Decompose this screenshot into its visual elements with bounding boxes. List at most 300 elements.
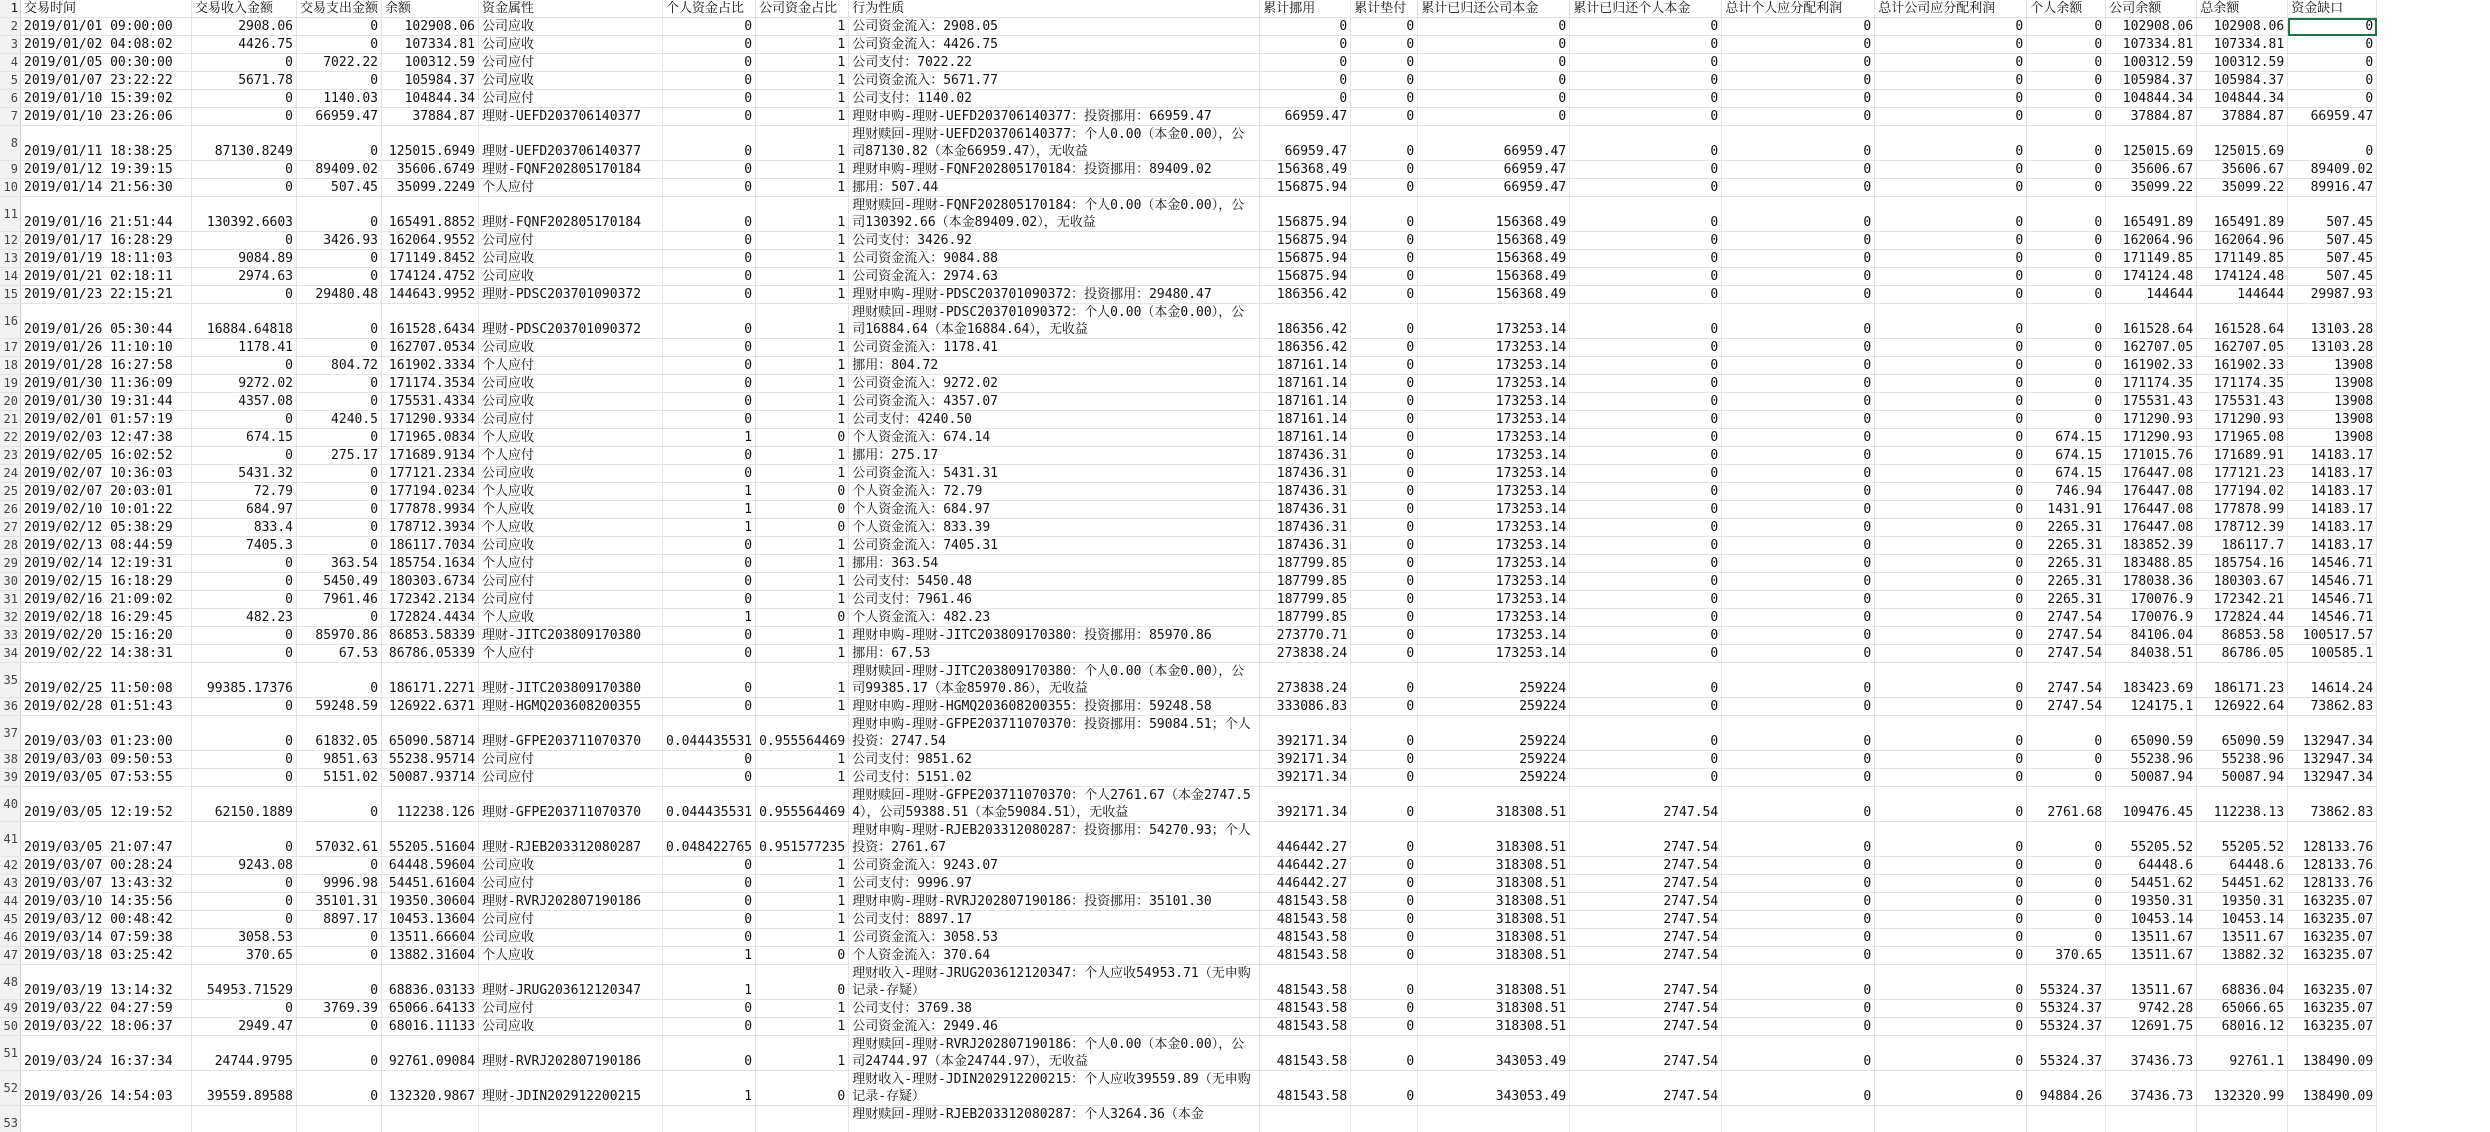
cell-cumulative-misappropriation[interactable]: 187799.85	[1260, 591, 1351, 609]
cell-returned-personal-principal[interactable]: 2747.54	[1570, 1000, 1722, 1018]
cell-returned-personal-principal[interactable]: 0	[1570, 108, 1722, 126]
cell-time[interactable]: 2019/01/14 21:56:30	[21, 179, 192, 197]
cell-cumulative-misappropriation[interactable]: 481543.58	[1260, 929, 1351, 947]
cell-cumulative-advance[interactable]: 0	[1351, 90, 1418, 108]
cell-personal-balance[interactable]: 674.15	[2027, 447, 2106, 465]
cell-behavior[interactable]: 公司资金流入：2974.63	[849, 268, 1260, 286]
cell-expense[interactable]: 0	[297, 483, 382, 501]
cell-personal-profit[interactable]: 0	[1722, 465, 1875, 483]
cell-total-balance[interactable]: 112238.13	[2197, 787, 2288, 822]
cell-balance[interactable]: 171689.9134	[382, 447, 479, 465]
column-header[interactable]: 交易时间	[21, 0, 192, 18]
cell-personal-profit[interactable]: 0	[1722, 645, 1875, 663]
cell-company-ratio[interactable]: 1	[756, 447, 849, 465]
cell-cumulative-misappropriation[interactable]: 187436.31	[1260, 465, 1351, 483]
cell-cumulative-advance[interactable]: 0	[1351, 197, 1418, 232]
cell-attribute[interactable]: 公司应付	[479, 751, 663, 769]
cell-expense[interactable]: 0	[297, 197, 382, 232]
cell-behavior[interactable]: 个人资金流入：370.64	[849, 947, 1260, 965]
cell-returned-personal-principal[interactable]: 0	[1570, 250, 1722, 268]
cell-cumulative-misappropriation[interactable]: 66959.47	[1260, 126, 1351, 161]
column-header[interactable]: 资金属性	[479, 0, 663, 18]
cell-expense[interactable]: 275.17	[297, 447, 382, 465]
cell-total-balance[interactable]: 162707.05	[2197, 339, 2288, 357]
cell-cumulative-misappropriation[interactable]: 481543.58	[1260, 1018, 1351, 1036]
cell-returned-personal-principal[interactable]: 2747.54	[1570, 947, 1722, 965]
cell-company-ratio[interactable]: 1	[756, 1018, 849, 1036]
cell-returned-personal-principal[interactable]: 0	[1570, 483, 1722, 501]
cell-personal-profit[interactable]: 0	[1722, 108, 1875, 126]
cell-fund-gap[interactable]: 138490.09	[2288, 1036, 2377, 1071]
cell-income[interactable]: 87130.8249	[192, 126, 297, 161]
cell-company-profit[interactable]: 0	[1875, 161, 2027, 179]
cell-total-balance[interactable]: 171689.91	[2197, 447, 2288, 465]
cell-behavior[interactable]: 公司资金流入：5671.77	[849, 72, 1260, 90]
cell-attribute[interactable]: 理财-UEFD203706140377	[479, 126, 663, 161]
cell-expense[interactable]: 0	[297, 429, 382, 447]
cell-income[interactable]	[192, 1106, 297, 1132]
cell-expense[interactable]: 0	[297, 36, 382, 54]
cell-returned-company-principal[interactable]: 318308.51	[1418, 1018, 1570, 1036]
cell-attribute[interactable]: 个人应收	[479, 609, 663, 627]
cell-returned-personal-principal[interactable]: 0	[1570, 769, 1722, 787]
cell-fund-gap[interactable]: 89916.47	[2288, 179, 2377, 197]
cell-company-balance[interactable]: 107334.81	[2106, 36, 2197, 54]
cell-income[interactable]: 0	[192, 286, 297, 304]
cell-personal-profit[interactable]: 0	[1722, 537, 1875, 555]
cell-personal-balance[interactable]: 0	[2027, 197, 2106, 232]
cell-balance[interactable]: 186117.7034	[382, 537, 479, 555]
cell-time[interactable]: 2019/02/15 16:18:29	[21, 573, 192, 591]
row-number[interactable]: 31	[0, 591, 21, 609]
cell-cumulative-advance[interactable]: 0	[1351, 339, 1418, 357]
cell-cumulative-advance[interactable]: 0	[1351, 357, 1418, 375]
cell-personal-profit[interactable]: 0	[1722, 339, 1875, 357]
cell-personal-balance[interactable]: 0	[2027, 822, 2106, 857]
cell-income[interactable]: 0	[192, 627, 297, 645]
cell-expense[interactable]: 66959.47	[297, 108, 382, 126]
cell-personal-balance[interactable]: 674.15	[2027, 465, 2106, 483]
cell-company-balance[interactable]: 13511.67	[2106, 965, 2197, 1000]
cell-personal-balance[interactable]: 94884.26	[2027, 1071, 2106, 1106]
cell-company-profit[interactable]: 0	[1875, 751, 2027, 769]
cell-total-balance[interactable]: 172342.21	[2197, 591, 2288, 609]
cell-returned-company-principal[interactable]: 173253.14	[1418, 627, 1570, 645]
cell-behavior[interactable]: 挪用：363.54	[849, 555, 1260, 573]
cell-fund-gap[interactable]: 66959.47	[2288, 108, 2377, 126]
cell-cumulative-misappropriation[interactable]: 481543.58	[1260, 893, 1351, 911]
cell-personal-balance[interactable]: 55324.37	[2027, 965, 2106, 1000]
row-number[interactable]: 45	[0, 911, 21, 929]
cell-cumulative-advance[interactable]: 0	[1351, 537, 1418, 555]
cell-income[interactable]: 24744.9795	[192, 1036, 297, 1071]
column-header[interactable]: 公司余额	[2106, 0, 2197, 18]
cell-cumulative-advance[interactable]: 0	[1351, 663, 1418, 698]
cell-personal-ratio[interactable]: 1	[663, 947, 756, 965]
cell-company-ratio[interactable]: 1	[756, 339, 849, 357]
cell-time[interactable]: 2019/01/12 19:39:15	[21, 161, 192, 179]
cell-cumulative-advance[interactable]: 0	[1351, 268, 1418, 286]
cell-attribute[interactable]: 个人应付	[479, 179, 663, 197]
cell-fund-gap[interactable]: 138490.09	[2288, 1071, 2377, 1106]
cell-cumulative-advance[interactable]: 0	[1351, 501, 1418, 519]
cell-time[interactable]: 2019/03/26 14:54:03	[21, 1071, 192, 1106]
cell-company-ratio[interactable]: 1	[756, 698, 849, 716]
row-number[interactable]: 13	[0, 250, 21, 268]
cell-personal-balance[interactable]: 55324.37	[2027, 1036, 2106, 1071]
cell-personal-balance[interactable]: 0	[2027, 375, 2106, 393]
column-header[interactable]: 累计已归还个人本金	[1570, 0, 1722, 18]
cell-attribute[interactable]: 公司应付	[479, 875, 663, 893]
cell-fund-gap[interactable]: 73862.83	[2288, 787, 2377, 822]
cell-company-ratio[interactable]: 1	[756, 268, 849, 286]
cell-attribute[interactable]: 公司应收	[479, 537, 663, 555]
cell-personal-ratio[interactable]: 0	[663, 929, 756, 947]
cell-behavior[interactable]: 公司支付：7961.46	[849, 591, 1260, 609]
row-number[interactable]: 43	[0, 875, 21, 893]
cell-company-balance[interactable]: 161902.33	[2106, 357, 2197, 375]
cell-attribute[interactable]: 公司应收	[479, 36, 663, 54]
cell-income[interactable]: 4426.75	[192, 36, 297, 54]
cell-balance[interactable]: 86786.05339	[382, 645, 479, 663]
cell-personal-balance[interactable]: 0	[2027, 357, 2106, 375]
cell-time[interactable]: 2019/02/16 21:09:02	[21, 591, 192, 609]
cell-returned-personal-principal[interactable]: 0	[1570, 304, 1722, 339]
cell-returned-company-principal[interactable]: 259224	[1418, 663, 1570, 698]
cell-company-profit[interactable]: 0	[1875, 411, 2027, 429]
cell-cumulative-misappropriation[interactable]: 187799.85	[1260, 573, 1351, 591]
cell-cumulative-advance[interactable]: 0	[1351, 609, 1418, 627]
cell-company-balance[interactable]: 171015.76	[2106, 447, 2197, 465]
cell-total-balance[interactable]: 171290.93	[2197, 411, 2288, 429]
cell-cumulative-misappropriation[interactable]: 273838.24	[1260, 645, 1351, 663]
cell-company-balance[interactable]: 161528.64	[2106, 304, 2197, 339]
cell-returned-company-principal[interactable]: 259224	[1418, 716, 1570, 751]
cell-cumulative-misappropriation[interactable]: 187161.14	[1260, 393, 1351, 411]
cell-time[interactable]: 2019/02/03 12:47:38	[21, 429, 192, 447]
cell-time[interactable]: 2019/03/24 16:37:34	[21, 1036, 192, 1071]
cell-company-balance[interactable]: 100312.59	[2106, 54, 2197, 72]
cell-total-balance[interactable]: 161902.33	[2197, 357, 2288, 375]
cell-total-balance[interactable]: 171965.08	[2197, 429, 2288, 447]
row-number[interactable]: 14	[0, 268, 21, 286]
cell-returned-company-principal[interactable]: 0	[1418, 18, 1570, 36]
cell-company-profit[interactable]: 0	[1875, 339, 2027, 357]
cell-expense[interactable]: 0	[297, 501, 382, 519]
row-number[interactable]: 53	[0, 1106, 21, 1132]
cell-fund-gap[interactable]: 163235.07	[2288, 911, 2377, 929]
cell-fund-gap[interactable]: 14183.17	[2288, 447, 2377, 465]
cell-company-profit[interactable]: 0	[1875, 72, 2027, 90]
row-number[interactable]: 3	[0, 36, 21, 54]
cell-returned-personal-principal[interactable]: 0	[1570, 645, 1722, 663]
cell-expense[interactable]: 89409.02	[297, 161, 382, 179]
cell-company-balance[interactable]: 64448.6	[2106, 857, 2197, 875]
cell-time[interactable]: 2019/03/05 21:07:47	[21, 822, 192, 857]
cell-income[interactable]: 9243.08	[192, 857, 297, 875]
cell-time[interactable]: 2019/02/07 10:36:03	[21, 465, 192, 483]
cell-behavior[interactable]: 挪用：507.44	[849, 179, 1260, 197]
cell-expense[interactable]: 0	[297, 339, 382, 357]
cell-total-balance[interactable]: 144644	[2197, 286, 2288, 304]
cell-returned-company-principal[interactable]: 173253.14	[1418, 537, 1570, 555]
cell-personal-balance[interactable]: 0	[2027, 857, 2106, 875]
cell-time[interactable]: 2019/01/02 04:08:02	[21, 36, 192, 54]
cell-personal-profit[interactable]: 0	[1722, 357, 1875, 375]
cell-fund-gap[interactable]: 507.45	[2288, 232, 2377, 250]
cell-attribute[interactable]: 公司应收	[479, 393, 663, 411]
row-number[interactable]: 1	[0, 0, 21, 18]
cell-balance[interactable]: 54451.61604	[382, 875, 479, 893]
cell-company-profit[interactable]: 0	[1875, 929, 2027, 947]
cell-income[interactable]: 2908.06	[192, 18, 297, 36]
cell-income[interactable]: 0	[192, 751, 297, 769]
cell-personal-ratio[interactable]: 0	[663, 627, 756, 645]
cell-company-balance[interactable]: 55205.52	[2106, 822, 2197, 857]
cell-company-profit[interactable]: 0	[1875, 716, 2027, 751]
cell-personal-ratio[interactable]: 0.044435531	[663, 787, 756, 822]
cell-personal-ratio[interactable]: 0	[663, 698, 756, 716]
cell-cumulative-advance[interactable]: 0	[1351, 893, 1418, 911]
cell-returned-company-principal[interactable]: 318308.51	[1418, 965, 1570, 1000]
cell-personal-ratio[interactable]: 0	[663, 304, 756, 339]
cell-personal-profit[interactable]: 0	[1722, 965, 1875, 1000]
cell-fund-gap[interactable]: 163235.07	[2288, 1000, 2377, 1018]
cell-total-balance[interactable]: 125015.69	[2197, 126, 2288, 161]
cell-company-profit[interactable]: 0	[1875, 1071, 2027, 1106]
row-number[interactable]: 15	[0, 286, 21, 304]
cell-personal-balance[interactable]: 0	[2027, 161, 2106, 179]
cell-returned-personal-principal[interactable]: 0	[1570, 573, 1722, 591]
cell-cumulative-advance[interactable]: 0	[1351, 822, 1418, 857]
cell-attribute[interactable]: 理财-RJEB203312080287	[479, 822, 663, 857]
cell-company-profit[interactable]: 0	[1875, 18, 2027, 36]
cell-total-balance[interactable]: 186117.7	[2197, 537, 2288, 555]
cell-attribute[interactable]: 个人应收	[479, 947, 663, 965]
cell-returned-personal-principal[interactable]: 0	[1570, 751, 1722, 769]
cell-cumulative-misappropriation[interactable]: 187436.31	[1260, 483, 1351, 501]
cell-returned-personal-principal[interactable]: 2747.54	[1570, 1018, 1722, 1036]
cell-company-profit[interactable]: 0	[1875, 822, 2027, 857]
cell-returned-personal-principal[interactable]: 0	[1570, 72, 1722, 90]
row-number[interactable]: 22	[0, 429, 21, 447]
cell-balance[interactable]: 162064.9552	[382, 232, 479, 250]
cell-balance[interactable]: 68016.11133	[382, 1018, 479, 1036]
cell-time[interactable]: 2019/02/22 14:38:31	[21, 645, 192, 663]
cell-cumulative-misappropriation[interactable]: 481543.58	[1260, 1036, 1351, 1071]
cell-attribute[interactable]: 理财-HGMQ203608200355	[479, 698, 663, 716]
cell-personal-profit[interactable]: 0	[1722, 36, 1875, 54]
row-number[interactable]: 18	[0, 357, 21, 375]
cell-company-ratio[interactable]: 1	[756, 304, 849, 339]
cell-personal-balance[interactable]: 2747.54	[2027, 698, 2106, 716]
cell-company-balance[interactable]: 178038.36	[2106, 573, 2197, 591]
column-header[interactable]: 总余额	[2197, 0, 2288, 18]
cell-cumulative-misappropriation[interactable]: 333086.83	[1260, 698, 1351, 716]
cell-company-ratio[interactable]: 1	[756, 161, 849, 179]
cell-returned-personal-principal[interactable]: 0	[1570, 90, 1722, 108]
cell-personal-balance[interactable]: 0	[2027, 179, 2106, 197]
cell-returned-personal-principal[interactable]: 0	[1570, 232, 1722, 250]
cell-personal-ratio[interactable]: 1	[663, 483, 756, 501]
cell-expense[interactable]: 0	[297, 609, 382, 627]
cell-cumulative-misappropriation[interactable]: 0	[1260, 90, 1351, 108]
cell-returned-company-principal[interactable]: 0	[1418, 72, 1570, 90]
cell-cumulative-advance[interactable]: 0	[1351, 72, 1418, 90]
cell-time[interactable]: 2019/01/30 11:36:09	[21, 375, 192, 393]
cell-cumulative-advance[interactable]: 0	[1351, 645, 1418, 663]
cell-income[interactable]: 370.65	[192, 947, 297, 965]
cell-expense[interactable]: 0	[297, 947, 382, 965]
cell-time[interactable]: 2019/02/18 16:29:45	[21, 609, 192, 627]
cell-returned-personal-principal[interactable]: 0	[1570, 18, 1722, 36]
row-number[interactable]: 36	[0, 698, 21, 716]
cell-cumulative-advance[interactable]: 0	[1351, 36, 1418, 54]
cell-attribute[interactable]: 公司应收	[479, 465, 663, 483]
cell-attribute[interactable]: 公司应付	[479, 591, 663, 609]
cell-expense[interactable]: 0	[297, 787, 382, 822]
cell-personal-balance[interactable]: 2761.68	[2027, 787, 2106, 822]
cell-fund-gap[interactable]: 163235.07	[2288, 965, 2377, 1000]
cell-company-ratio[interactable]: 1	[756, 1000, 849, 1018]
cell-returned-company-principal[interactable]: 343053.49	[1418, 1071, 1570, 1106]
cell-company-ratio[interactable]: 1	[756, 857, 849, 875]
cell-behavior[interactable]: 挪用：804.72	[849, 357, 1260, 375]
cell-personal-ratio[interactable]: 0	[663, 857, 756, 875]
cell-returned-company-principal[interactable]: 173253.14	[1418, 501, 1570, 519]
cell-cumulative-misappropriation[interactable]: 481543.58	[1260, 965, 1351, 1000]
cell-expense[interactable]: 0	[297, 18, 382, 36]
cell-company-ratio[interactable]	[756, 1106, 849, 1132]
row-number[interactable]: 7	[0, 108, 21, 126]
cell-total-balance[interactable]: 126922.64	[2197, 698, 2288, 716]
cell-cumulative-misappropriation[interactable]: 156875.94	[1260, 197, 1351, 232]
cell-returned-company-principal[interactable]: 173253.14	[1418, 519, 1570, 537]
row-number[interactable]: 29	[0, 555, 21, 573]
row-number[interactable]: 33	[0, 627, 21, 645]
cell-attribute[interactable]: 公司应付	[479, 769, 663, 787]
cell-company-profit[interactable]: 0	[1875, 304, 2027, 339]
cell-attribute[interactable]: 公司应收	[479, 250, 663, 268]
cell-income[interactable]: 0	[192, 555, 297, 573]
cell-fund-gap[interactable]: 14183.17	[2288, 519, 2377, 537]
row-number[interactable]: 30	[0, 573, 21, 591]
cell-company-profit[interactable]: 0	[1875, 645, 2027, 663]
cell-personal-profit[interactable]: 0	[1722, 501, 1875, 519]
cell-total-balance[interactable]: 180303.67	[2197, 573, 2288, 591]
cell-returned-personal-principal[interactable]: 0	[1570, 286, 1722, 304]
cell-attribute[interactable]: 理财-PDSC203701090372	[479, 286, 663, 304]
cell-attribute[interactable]: 公司应收	[479, 857, 663, 875]
cell-company-profit[interactable]: 0	[1875, 483, 2027, 501]
cell-personal-ratio[interactable]: 0	[663, 411, 756, 429]
cell-balance[interactable]: 100312.59	[382, 54, 479, 72]
cell-cumulative-misappropriation[interactable]: 187161.14	[1260, 357, 1351, 375]
cell-personal-balance[interactable]: 0	[2027, 893, 2106, 911]
cell-returned-personal-principal[interactable]: 0	[1570, 429, 1722, 447]
cell-cumulative-misappropriation[interactable]: 0	[1260, 72, 1351, 90]
cell-expense[interactable]: 0	[297, 72, 382, 90]
cell-personal-profit[interactable]: 0	[1722, 1071, 1875, 1106]
cell-personal-balance[interactable]: 0	[2027, 716, 2106, 751]
cell-income[interactable]: 674.15	[192, 429, 297, 447]
row-number[interactable]: 37	[0, 716, 21, 751]
cell-cumulative-advance[interactable]: 0	[1351, 179, 1418, 197]
cell-personal-balance[interactable]: 0	[2027, 304, 2106, 339]
cell-personal-ratio[interactable]: 0	[663, 769, 756, 787]
column-header[interactable]: 累计挪用	[1260, 0, 1351, 18]
cell-attribute[interactable]: 公司应收	[479, 339, 663, 357]
cell-time[interactable]: 2019/01/26 05:30:44	[21, 304, 192, 339]
cell-expense[interactable]: 8897.17	[297, 911, 382, 929]
cell-income[interactable]: 0	[192, 108, 297, 126]
cell-company-balance[interactable]	[2106, 1106, 2197, 1132]
cell-personal-ratio[interactable]: 0	[663, 108, 756, 126]
cell-attribute[interactable]	[479, 1106, 663, 1132]
cell-time[interactable]: 2019/03/05 12:19:52	[21, 787, 192, 822]
cell-personal-profit[interactable]: 0	[1722, 769, 1875, 787]
cell-income[interactable]: 9084.89	[192, 250, 297, 268]
cell-company-balance[interactable]: 176447.08	[2106, 483, 2197, 501]
cell-time[interactable]: 2019/03/18 03:25:42	[21, 947, 192, 965]
cell-returned-personal-principal[interactable]: 0	[1570, 537, 1722, 555]
cell-cumulative-misappropriation[interactable]: 392171.34	[1260, 787, 1351, 822]
cell-company-profit[interactable]: 0	[1875, 197, 2027, 232]
cell-returned-company-principal[interactable]: 156368.49	[1418, 232, 1570, 250]
cell-expense[interactable]: 0	[297, 1018, 382, 1036]
cell-company-ratio[interactable]: 1	[756, 1036, 849, 1071]
cell-returned-company-principal[interactable]: 173253.14	[1418, 609, 1570, 627]
cell-company-balance[interactable]: 54451.62	[2106, 875, 2197, 893]
cell-balance[interactable]: 177194.0234	[382, 483, 479, 501]
cell-fund-gap[interactable]: 128133.76	[2288, 875, 2377, 893]
cell-balance[interactable]: 104844.34	[382, 90, 479, 108]
cell-personal-ratio[interactable]: 0	[663, 751, 756, 769]
cell-cumulative-advance[interactable]: 0	[1351, 965, 1418, 1000]
cell-behavior[interactable]: 理财申购-理财-HGMQ203608200355：投资挪用：59248.58	[849, 698, 1260, 716]
cell-income[interactable]: 0	[192, 911, 297, 929]
cell-personal-ratio[interactable]: 0	[663, 72, 756, 90]
cell-company-ratio[interactable]: 1	[756, 90, 849, 108]
cell-personal-profit[interactable]: 0	[1722, 751, 1875, 769]
cell-returned-company-principal[interactable]: 173253.14	[1418, 591, 1570, 609]
cell-personal-profit[interactable]: 0	[1722, 1000, 1875, 1018]
cell-attribute[interactable]: 个人应付	[479, 645, 663, 663]
cell-behavior[interactable]: 公司资金流入：4357.07	[849, 393, 1260, 411]
row-number[interactable]: 47	[0, 947, 21, 965]
cell-company-profit[interactable]: 0	[1875, 108, 2027, 126]
cell-returned-company-principal[interactable]: 173253.14	[1418, 375, 1570, 393]
cell-returned-personal-principal[interactable]: 0	[1570, 698, 1722, 716]
cell-cumulative-advance[interactable]: 0	[1351, 232, 1418, 250]
cell-personal-profit[interactable]: 0	[1722, 1018, 1875, 1036]
cell-total-balance[interactable]: 105984.37	[2197, 72, 2288, 90]
cell-company-ratio[interactable]: 1	[756, 375, 849, 393]
cell-company-profit[interactable]: 0	[1875, 663, 2027, 698]
cell-cumulative-misappropriation[interactable]: 0	[1260, 18, 1351, 36]
cell-company-ratio[interactable]: 1	[756, 393, 849, 411]
cell-company-ratio[interactable]: 1	[756, 179, 849, 197]
cell-cumulative-misappropriation[interactable]: 446442.27	[1260, 857, 1351, 875]
cell-personal-profit[interactable]: 0	[1722, 447, 1875, 465]
cell-returned-company-principal[interactable]: 66959.47	[1418, 179, 1570, 197]
cell-company-profit[interactable]: 0	[1875, 286, 2027, 304]
cell-expense[interactable]: 9851.63	[297, 751, 382, 769]
row-number[interactable]: 48	[0, 965, 21, 1000]
cell-returned-company-principal[interactable]: 318308.51	[1418, 787, 1570, 822]
row-number[interactable]: 38	[0, 751, 21, 769]
cell-personal-profit[interactable]: 0	[1722, 857, 1875, 875]
